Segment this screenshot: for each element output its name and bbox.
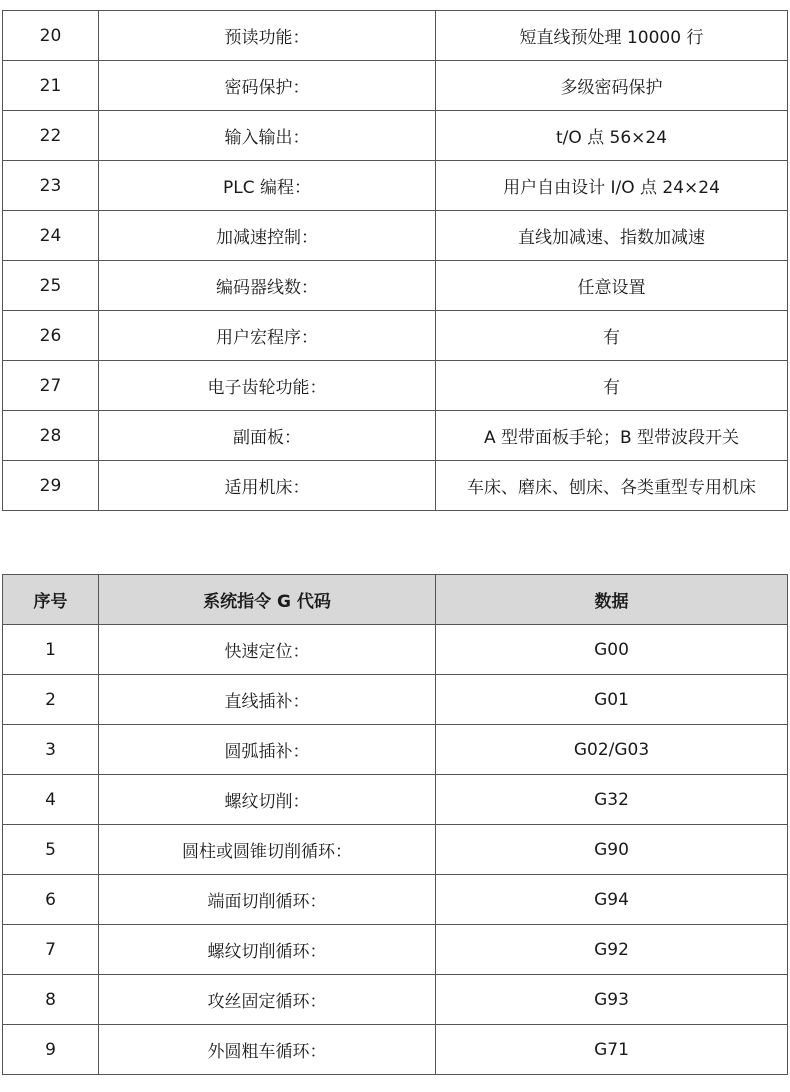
cell-value: G93 [436, 975, 788, 1025]
header-item: 系统指令 G 代码 [99, 575, 436, 625]
cell-no: 6 [3, 875, 99, 925]
cell-item: 圆柱或圆锥切削循环： [99, 825, 436, 875]
cell-value: 车床、磨床、刨床、各类重型专用机床 [436, 461, 788, 511]
g-code-table-header [3, 575, 788, 625]
cell-value: A 型带面板手轮；B 型带波段开关 [436, 411, 788, 461]
cell-item: 螺纹切削： [99, 775, 436, 825]
cell-no: 2 [3, 675, 99, 725]
table-row [3, 1025, 788, 1075]
table-row [3, 925, 788, 975]
cell-no: 21 [3, 61, 99, 111]
cell-item: PLC 编程： [99, 161, 436, 211]
cell-no: 5 [3, 825, 99, 875]
cell-item: 电子齿轮功能： [99, 361, 436, 411]
cell-item: 攻丝固定循环： [99, 975, 436, 1025]
cell-no: 7 [3, 925, 99, 975]
cell-value: 直线加减速、指数加减速 [436, 211, 788, 261]
cell-value: 多级密码保护 [436, 61, 788, 111]
cell-value: G71 [436, 1025, 788, 1075]
cell-value: G94 [436, 875, 788, 925]
spec-table-continued-body [3, 11, 788, 511]
cell-value: G32 [436, 775, 788, 825]
g-code-table [2, 574, 788, 1075]
cell-item: 副面板： [99, 411, 436, 461]
table-row [3, 461, 788, 511]
g-code-table-body [3, 625, 788, 1075]
cell-item: 直线插补： [99, 675, 436, 725]
cell-item: 加减速控制： [99, 211, 436, 261]
cell-no: 9 [3, 1025, 99, 1075]
cell-no: 3 [3, 725, 99, 775]
table-row [3, 775, 788, 825]
cell-item: 编码器线数： [99, 261, 436, 311]
spec-table-continued [2, 10, 788, 511]
table-row [3, 725, 788, 775]
table-row [3, 161, 788, 211]
table-row [3, 875, 788, 925]
table-row [3, 675, 788, 725]
cell-no: 26 [3, 311, 99, 361]
cell-no: 1 [3, 625, 99, 675]
cell-no: 25 [3, 261, 99, 311]
cell-no: 27 [3, 361, 99, 411]
cell-no: 4 [3, 775, 99, 825]
cell-item: 用户宏程序： [99, 311, 436, 361]
cell-no: 29 [3, 461, 99, 511]
table-row [3, 825, 788, 875]
cell-no: 8 [3, 975, 99, 1025]
cell-item: 适用机床： [99, 461, 436, 511]
table-row [3, 61, 788, 111]
cell-value: 有 [436, 361, 788, 411]
cell-value: G90 [436, 825, 788, 875]
cell-value: 短直线预处理 10000 行 [436, 11, 788, 61]
cell-no: 28 [3, 411, 99, 461]
table-row [3, 111, 788, 161]
cell-value: 有 [436, 311, 788, 361]
cell-value: G92 [436, 925, 788, 975]
cell-value: t/O 点 56×24 [436, 111, 788, 161]
header-no: 序号 [3, 575, 99, 625]
cell-item: 快速定位： [99, 625, 436, 675]
cell-no: 24 [3, 211, 99, 261]
table-row [3, 411, 788, 461]
cell-item: 密码保护： [99, 61, 436, 111]
table-row [3, 361, 788, 411]
cell-item: 预读功能： [99, 11, 436, 61]
cell-value: 用户自由设计 I/O 点 24×24 [436, 161, 788, 211]
cell-no: 23 [3, 161, 99, 211]
table-row [3, 11, 788, 61]
cell-value: G01 [436, 675, 788, 725]
cell-item: 圆弧插补： [99, 725, 436, 775]
cell-no: 20 [3, 11, 99, 61]
cell-item: 端面切削循环： [99, 875, 436, 925]
table-row [3, 211, 788, 261]
cell-value: G02/G03 [436, 725, 788, 775]
cell-item: 螺纹切削循环： [99, 925, 436, 975]
table-row [3, 625, 788, 675]
cell-value: G00 [436, 625, 788, 675]
header-value: 数据 [436, 575, 788, 625]
cell-item: 外圆粗车循环： [99, 1025, 436, 1075]
cell-value: 任意设置 [436, 261, 788, 311]
table-row [3, 261, 788, 311]
table-row [3, 311, 788, 361]
cell-item: 输入输出： [99, 111, 436, 161]
cell-no: 22 [3, 111, 99, 161]
table-row [3, 975, 788, 1025]
header-row [3, 575, 788, 625]
